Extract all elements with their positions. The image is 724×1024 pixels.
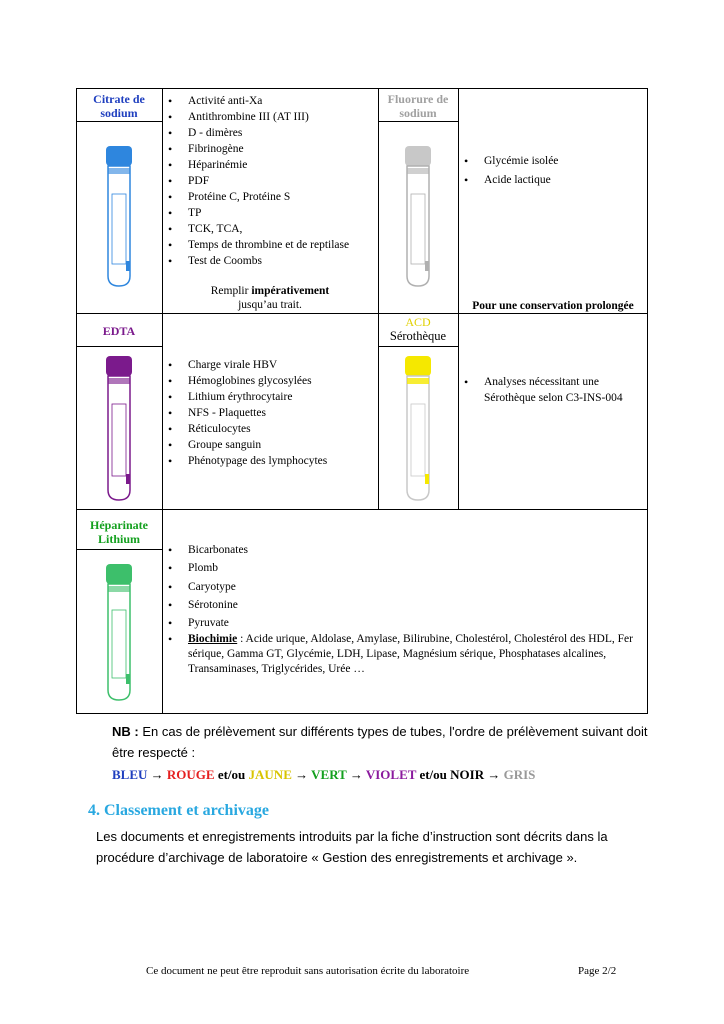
collection-order — [112, 767, 535, 783]
list-item: • Acide lactique — [458, 171, 648, 190]
nb-label: NB : — [112, 724, 139, 739]
heparinate-test-list — [162, 541, 646, 677]
list-item: • Pyruvate — [162, 614, 646, 632]
fill-note-bold: impérativement — [251, 285, 330, 297]
arrow: → — [291, 767, 312, 782]
column-divider — [378, 88, 379, 509]
fluorure-tube-icon — [403, 146, 433, 288]
tube-name-acd — [378, 315, 458, 343]
section-paragraph: Les documents et enregistrements introduits par la fiche d’instruction sont décrits dans la procédure d’archivage de laboratoire « Gestion des enregistrements et archivage ». — [96, 829, 608, 865]
list-item: • Protéine C, Protéine S — [162, 189, 378, 205]
nb-text: En cas de prélèvement sur différents types de tubes, l'ordre de prélèvement suivant doit être respecté : — [112, 724, 648, 760]
order-and-or: et/ou — [214, 767, 249, 782]
tube-name-fluorure: Fluorure de sodium — [387, 92, 449, 120]
arrow: → — [484, 767, 504, 782]
order-and-or: et/ou — [416, 767, 451, 782]
list-item: • Antithrombine III (AT III) — [162, 109, 378, 125]
list-item: • Bicarbonates — [162, 541, 646, 559]
list-item-biochimie — [162, 632, 646, 677]
list-item: • Temps de thrombine et de reptilase — [162, 237, 378, 253]
list-item: • NFS - Plaquettes — [162, 405, 378, 421]
list-item: • Analyses nécessitant une Sérothèque selon C3-INS-004 — [458, 374, 648, 406]
arrow: → — [147, 767, 167, 782]
serotheque-label: Sérothèque — [389, 329, 447, 343]
list-item: • Activité anti-Xa — [162, 93, 378, 109]
arrow: → — [346, 767, 366, 782]
biochimie-label: Biochimie — [188, 633, 238, 646]
list-item: • TP — [162, 205, 378, 221]
fluorure-test-list — [458, 152, 648, 190]
fill-note — [162, 284, 378, 312]
footer-text: Ce document ne peut être reproduit sans autorisation écrite du laboratoire — [146, 965, 470, 977]
heparinate-tube-icon — [104, 564, 134, 702]
cell-line — [378, 346, 458, 347]
page-number: Page 2/2 — [578, 965, 617, 977]
cell-line — [76, 549, 162, 550]
tube-name-edta: EDTA — [102, 324, 136, 338]
list-item: • Hémoglobines glycosylées — [162, 373, 378, 389]
list-item: • Groupe sanguin — [162, 437, 378, 453]
acd-label: ACD — [405, 315, 431, 329]
list-item: • Lithium érythrocytaire — [162, 389, 378, 405]
cell-line — [378, 121, 458, 122]
cell-line — [76, 121, 162, 122]
list-item: • Fibrinogène — [162, 141, 378, 157]
cell-line — [76, 346, 162, 347]
table-border-left — [76, 88, 77, 714]
fill-note-prefix: Remplir — [210, 285, 252, 297]
citrate-tube-icon — [104, 146, 134, 288]
acd-tube-icon — [403, 356, 433, 502]
order-blue: BLEU — [112, 767, 148, 782]
conservation-note: Pour une conservation prolongée — [472, 300, 634, 312]
edta-tube-icon — [104, 356, 134, 502]
section-title: 4. Classement et archivage — [88, 802, 269, 819]
list-item: • Caryotype — [162, 578, 646, 596]
order-violet: VIOLET — [365, 767, 417, 782]
list-item: • Glycémie isolée — [458, 152, 648, 171]
citrate-test-list — [162, 93, 378, 269]
nb-paragraph — [112, 721, 652, 763]
biochimie-text: : Acide urique, Aldolase, Amylase, Bilirubine, Cholestérol, Cholestérol des HDL, Fer sérique, Gamma GT, Glycémie, LDH, Lipase, Magnésium sérique, Phosphatases alcalines, Transaminases, Triglycérides, Urée … — [188, 633, 633, 676]
list-item: • Phénotypage des lymphocytes — [162, 453, 378, 469]
list-item: • TCK, TCA, — [162, 221, 378, 237]
order-black: NOIR — [450, 767, 485, 782]
list-item: • Sérotonine — [162, 596, 646, 614]
tube-name-heparinate: Héparinate Lithium — [90, 518, 148, 546]
list-item: • D - dimères — [162, 125, 378, 141]
order-yellow: JAUNE — [248, 767, 292, 782]
order-grey: GRIS — [503, 767, 536, 782]
list-item: • Plomb — [162, 559, 646, 577]
list-item: • Héparinémie — [162, 157, 378, 173]
tube-table — [76, 88, 648, 714]
list-item: • PDF — [162, 173, 378, 189]
order-green: VERT — [311, 767, 347, 782]
order-red: ROUGE — [166, 767, 215, 782]
list-item: • Charge virale HBV — [162, 357, 378, 373]
fill-note-line2: jusqu’au trait. — [238, 299, 302, 311]
acd-test-list — [458, 374, 648, 406]
edta-test-list — [162, 357, 378, 469]
tube-name-citrate: Citrate de sodium — [93, 92, 145, 120]
list-item: • Test de Coombs — [162, 253, 378, 269]
list-item: • Réticulocytes — [162, 421, 378, 437]
